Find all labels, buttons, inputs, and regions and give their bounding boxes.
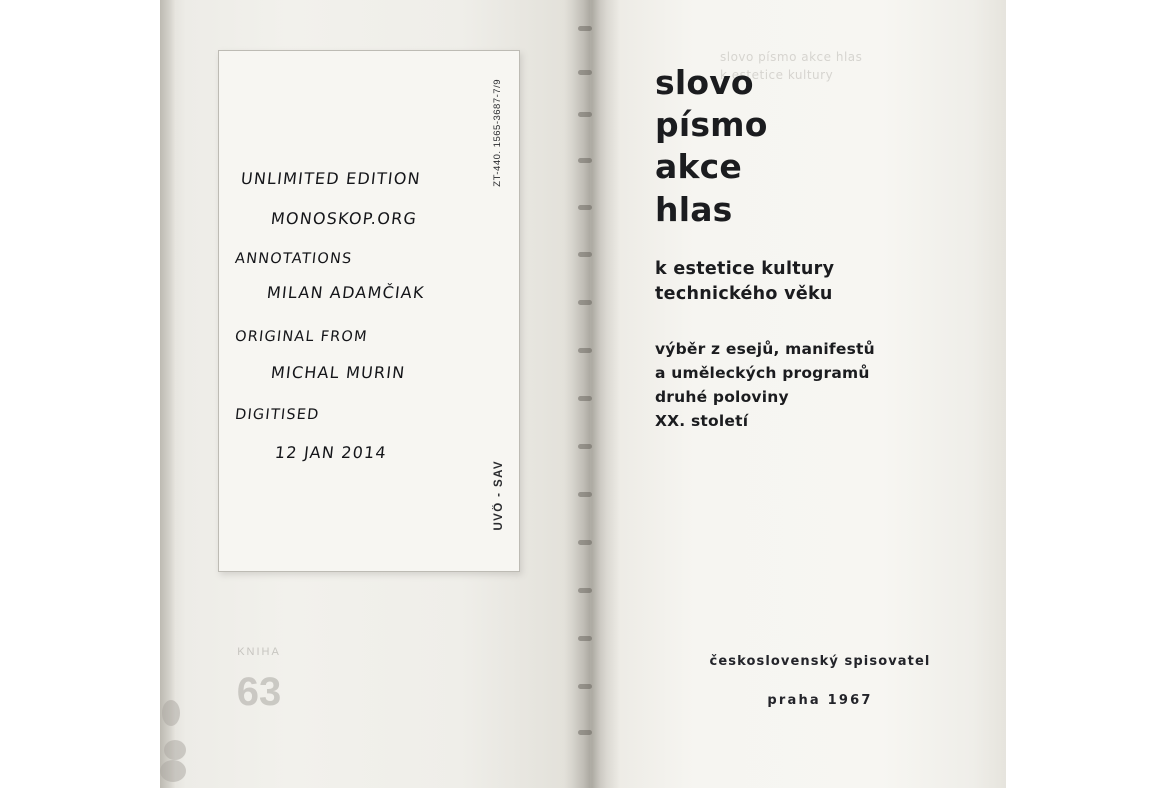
blurb-line-3: druhé poloviny (655, 387, 789, 406)
showthrough-line-2: k estetice kultury (720, 68, 834, 82)
handwriting-line-5: ORIGINAL FROM (234, 329, 369, 345)
imprint (655, 654, 985, 708)
title-line-1: slovo (655, 63, 754, 102)
handwriting-line-7: DIGITISED (234, 407, 321, 423)
subtitle-line-1: k estetice kultury (655, 258, 835, 279)
blurb-line-1: výběr z esejů, manifestů (655, 339, 875, 358)
handwriting-line-6: MICHAL MURIN (270, 363, 407, 382)
handwriting-line-1: UNLIMITED EDITION (240, 169, 422, 188)
blurb-line-2: a uměleckých programů (655, 363, 870, 382)
place-and-year: praha 1967 (767, 693, 873, 708)
showthrough-line-1: slovo písmo akce hlas (720, 50, 863, 64)
label-institution-code: UVÖ - SAV (493, 460, 505, 531)
label-catalog-code: ZT-440. 1565-3687-7/9 (492, 79, 503, 187)
library-stamp-text: KNIHA (237, 646, 281, 658)
binding-stitches (574, 0, 598, 788)
subtitle (655, 257, 975, 307)
paper-edge-texture (160, 760, 186, 782)
subtitle-line-2: technického věku (655, 283, 833, 304)
book-spread-scan (160, 0, 1006, 788)
library-stamp-number: 63 (236, 670, 282, 715)
blurb (655, 337, 975, 433)
blurb-line-4: XX. století (655, 411, 749, 430)
publisher-name: československý spisovatel (709, 654, 931, 669)
title-line-2: písmo (655, 105, 768, 145)
handwriting-line-3: ANNOTATIONS (234, 251, 354, 267)
annotation-label (218, 50, 520, 572)
title-line-4: hlas (655, 189, 733, 229)
library-stamp (222, 646, 296, 742)
handwriting-line-2: MONOSKOP.ORG (270, 209, 419, 228)
title-line-3: akce (655, 147, 742, 187)
handwriting-line-4: MILAN ADAMČIAK (266, 283, 426, 302)
handwriting-line-8: 12 JAN 2014 (274, 443, 388, 462)
left-page-rough-edge (160, 0, 176, 788)
paper-edge-texture (162, 700, 180, 726)
title-block (655, 62, 975, 433)
paper-edge-texture (164, 740, 186, 760)
